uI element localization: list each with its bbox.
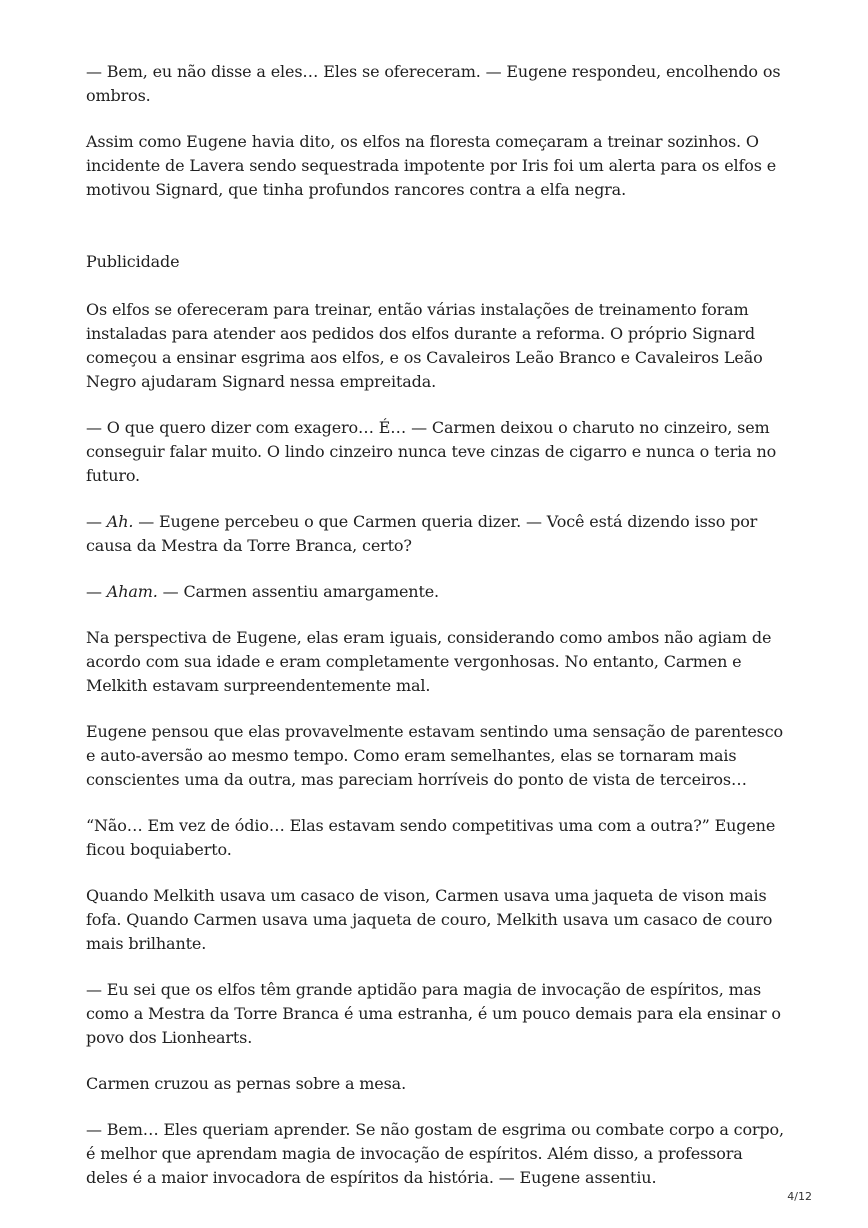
paragraph-11: — Eu sei que os elfos têm grande aptidão para magia de invocação de espíritos, mas como a Mestra da Torre Branca é uma estranha, é um pouco demais para ela ensinar o povo dos Lionhearts. [86, 980, 781, 1047]
paragraph-6 [86, 580, 786, 604]
document-body [86, 60, 786, 1212]
paragraph-5-text: — Eugene percebeu o que Carmen queria dizer. — Você está dizendo isso por causa da Mestra da Torre Branca, certo? [86, 512, 758, 555]
dialogue-dash: — [86, 582, 107, 601]
paragraph-4: — O que quero dizer com exagero… É… — Carmen deixou o charuto no cinzeiro, sem conseguir falar muito. O lindo cinzeiro nunca teve cinzas de cigarro e nunca o teria no futuro. [86, 418, 777, 485]
paragraph-10: Quando Melkith usava um casaco de vison, Carmen usava uma jaqueta de vison mais fofa. Quando Carmen usava uma jaqueta de couro, Melkith usava um casaco de couro mais brilhante. [86, 886, 773, 953]
paragraph-7: Na perspectiva de Eugene, elas eram iguais, considerando como ambos não agiam de acordo com sua idade e eram completamente vergonhosas. No entanto, Carmen e Melkith estavam surpreendentemente mal. [86, 628, 772, 695]
paragraph-2: Assim como Eugene havia dito, os elfos na floresta começaram a treinar sozinhos. O incidente de Lavera sendo sequestrada impotente por Iris foi um alerta para os elfos e motivou Signard, que tinha profundos rancores contra a elfa negra. [86, 132, 777, 199]
paragraph-5 [86, 510, 786, 558]
advertisement-label: Publicidade [86, 252, 180, 271]
paragraph-6-text: — Carmen assentiu amargamente. [157, 582, 439, 601]
italic-interjection: Ah. [106, 512, 134, 531]
dialogue-dash: — [86, 512, 107, 531]
italic-interjection: Aham. [106, 582, 158, 601]
paragraph-13: — Bem… Eles queriam aprender. Se não gostam de esgrima ou combate corpo a corpo, é melhor que aprendam magia de invocação de espíritos. Além disso, a professora deles é a maior invocadora de espíritos da história. — Eugene assentiu. [86, 1120, 784, 1187]
paragraph-12: Carmen cruzou as pernas sobre a mesa. [86, 1074, 407, 1093]
paragraph-9: “Não… Em vez de ódio… Elas estavam sendo competitivas uma com a outra?” Eugene ficou boquiaberto. [86, 816, 776, 859]
paragraph-3: Os elfos se ofereceram para treinar, então várias instalações de treinamento foram instaladas para atender aos pedidos dos elfos durante a reforma. O próprio Signard começou a ensinar esgrima aos elfos, e os Cavaleiros Leão Branco e Cavaleiros Leão Negro ajudaram Signard nessa empreitada. [86, 300, 763, 391]
page-number: 4/12 [787, 1190, 812, 1203]
paragraph-8: Eugene pensou que elas provavelmente estavam sentindo uma sensação de parentesco e auto-aversão ao mesmo tempo. Como eram semelhantes, elas se tornaram mais conscientes uma da outra, mas pareciam horríveis do ponto de vista de terceiros… [86, 722, 784, 789]
paragraph-1: — Bem, eu não disse a eles… Eles se ofereceram. — Eugene respondeu, encolhendo os ombros. [86, 62, 781, 105]
